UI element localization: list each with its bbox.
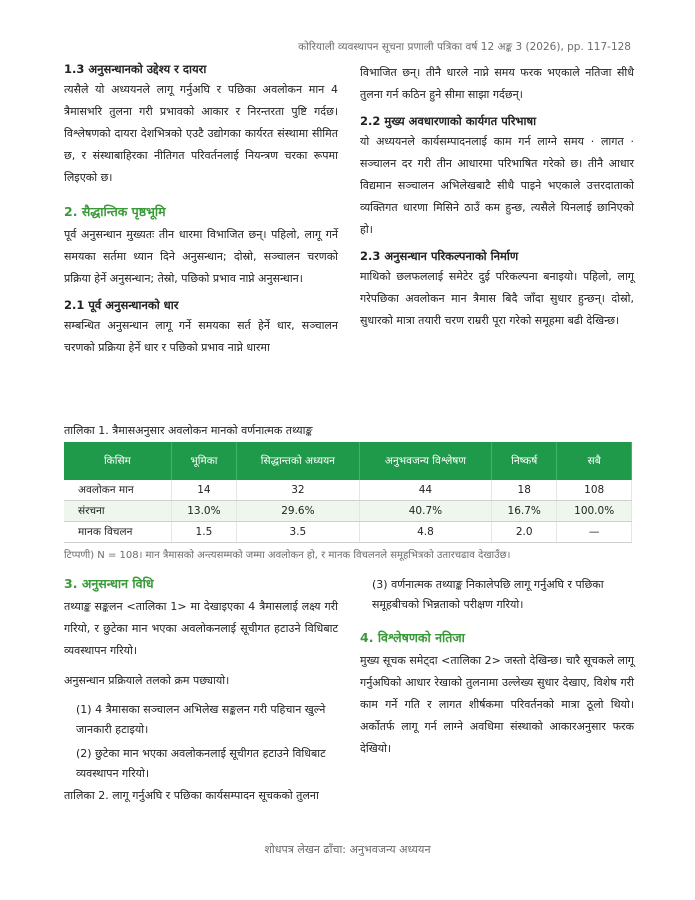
table-cell: — bbox=[557, 522, 632, 543]
right-column-top bbox=[360, 62, 634, 340]
procedure-list bbox=[64, 700, 338, 784]
table-cell: 16.7% bbox=[492, 501, 557, 522]
section-3-heading bbox=[64, 575, 338, 592]
table-cell: 13.0% bbox=[171, 501, 236, 522]
col-header: भूमिका bbox=[171, 442, 236, 480]
list-item: (3) वर्णनात्मक तथ्याङ्क निकालेपछि लागू गर्नुअघि र पछिका समूहबीचको भिन्नताको परीक्षण गरियो। bbox=[372, 578, 604, 611]
table-cell: 40.7% bbox=[359, 501, 491, 522]
left-column-bottom bbox=[64, 575, 338, 803]
table-row bbox=[64, 522, 632, 543]
table-header-row bbox=[64, 442, 632, 480]
table-2-caption bbox=[64, 788, 338, 803]
section-2-3-heading: 2.3 अनुसन्धान परिकल्पनाको निर्माण bbox=[360, 249, 519, 263]
section-2-1-body: सम्बन्धित अनुसन्धान लागू गर्ने समयका सर्त हेर्ने धार, सञ्चालन चरणको प्रक्रिया हेर्ने धार र पछिको प्रभाव नाप्ने धारमा bbox=[64, 319, 338, 354]
col-header: किसिम bbox=[64, 442, 171, 480]
list-item: (1) 4 त्रैमासका सञ्चालन अभिलेख सङ्कलन गरी पहिचान खुल्ने जानकारी हटाइयो। bbox=[76, 703, 326, 736]
right-column-bottom bbox=[360, 575, 634, 768]
section-4-number: 4. bbox=[360, 630, 374, 645]
table-cell: 44 bbox=[359, 480, 491, 501]
left-column-top bbox=[64, 62, 338, 367]
table-cell: 14 bbox=[171, 480, 236, 501]
table-cell: मानक विचलन bbox=[64, 522, 171, 543]
section-3-body-1: तथ्याङ्क सङ्कलन <तालिका 1> मा देखाइएका 4 त्रैमासलाई लक्ष्य गरी गरियो, र छुटेका मान भएका अवलोकनलाई सूचीगत हटाउने विधिबाट व्यवस्थापन गरियो। bbox=[64, 600, 338, 657]
section-4-title: विश्लेषणको नतिजा bbox=[377, 630, 465, 645]
table-1-caption bbox=[64, 423, 313, 438]
col-header: अनुभवजन्य विश्लेषण bbox=[359, 442, 491, 480]
table-cell: 29.6% bbox=[237, 501, 360, 522]
table-2-title: लागू गर्नुअघि र पछिका कार्यसम्पादन सूचकको तुलना bbox=[112, 789, 319, 802]
table-2-label: तालिका 2. bbox=[64, 789, 109, 802]
table-1-label: तालिका 1. bbox=[64, 424, 109, 437]
table-cell: 108 bbox=[557, 480, 632, 501]
table-cell: 4.8 bbox=[359, 522, 491, 543]
page-footer: शोधपत्र लेखन ढाँचा: अनुभवजन्य अध्ययन bbox=[264, 843, 431, 856]
section-3-body-2: अनुसन्धान प्रक्रियाले तलको क्रम पछ्यायो। bbox=[64, 674, 230, 687]
section-2-body: पूर्व अनुसन्धान मुख्यतः तीन धारमा विभाजित छन्। पहिलो, लागू गर्ने समयका सर्तमा ध्यान दिने अनुसन्धान; दोस्रो, सञ्चालन चरणको प्रक्रिया हेर्ने अनुसन्धान; तेस्रो, पछिको प्रभाव नाप्ने अनुसन्धान। bbox=[64, 228, 338, 285]
section-4-body: मुख्य सूचक समेट्दा <तालिका 2> जस्तो देखिन्छ। चारै सूचकले लागू गर्नुअघिको आधार रेखाको तुलनामा उल्लेख्य सुधार देखाए, विशेष गरी काम गर्ने गति र लागत शीर्षकमा परिवर्तनको मात्रा ठूलो थियो। अर्कोतर्फ लागू गर्न लाग्ने अवधिमा संस्थाको आकारअनुसार फरक देखियो। bbox=[360, 654, 634, 755]
table-cell: 100.0% bbox=[557, 501, 632, 522]
table-row bbox=[64, 501, 632, 522]
section-2-3-body: माथिको छलफललाई समेटेर दुई परिकल्पना बनाइयो। पहिलो, लागू गरेपछिका अवलोकन मान त्रैमास बिदै जाँदा सुधार हुन्छन्। दोस्रो, सुधारको मात्रा तयारी चरण राम्ररी पूरा गरेको समूहमा बढी देखिन्छ। bbox=[360, 270, 634, 327]
table-cell: 3.5 bbox=[237, 522, 360, 543]
section-2-2-body: यो अध्ययनले कार्यसम्पादनलाई काम गर्न लाग्ने समय · लागत · सञ्चालन दर गरी तीन आधारमा परिभाषित गरेको छ। तीनै आधार विद्यमान सञ्चालन अभिलेखबाटै सीधै पाइने भएकाले उत्तरदाताको व्यक्तिगत धारणा मिसिने ठाउँ कम हुन्छ, त्यसैले यिनलाई छानिएको हो। bbox=[360, 135, 634, 236]
table-cell: संरचना bbox=[64, 501, 171, 522]
table-1-title: त्रैमासअनुसार अवलोकन मानको वर्णनात्मक तथ्याङ्क bbox=[112, 424, 313, 437]
section-2-heading bbox=[64, 203, 338, 220]
list-item: (2) छुटेका मान भएका अवलोकनलाई सूचीगत हटाउने विधिबाट व्यवस्थापन गरियो। bbox=[76, 747, 326, 780]
section-3-title: अनुसन्धान विधि bbox=[81, 576, 154, 591]
col-header: सबै bbox=[557, 442, 632, 480]
section-3-number: 3. bbox=[64, 576, 78, 591]
table-1 bbox=[64, 442, 632, 543]
section-2-number: 2. bbox=[64, 204, 78, 219]
section-2-2-heading: 2.2 मुख्य अवधारणाको कार्यगत परिभाषा bbox=[360, 114, 537, 128]
section-1-3-heading: 1.3 अनुसन्धानको उद्देश्य र दायरा bbox=[64, 62, 207, 76]
section-2-1-heading: 2.1 पूर्व अनुसन्धानको धार bbox=[64, 298, 179, 312]
running-head: कोरियाली व्यवस्थापन सूचना प्रणाली पत्रिका वर्ष 12 अङ्क 3 (2026), pp. 117-128 bbox=[298, 41, 631, 53]
section-1-3-body: त्यसैले यो अध्ययनले लागू गर्नुअघि र पछिका अवलोकन मान 4 त्रैमासभरि तुलना गरी प्रभावको आकार र निरन्तरता पुष्टि गर्दछ। विश्लेषणको दायरा देशभित्रको एउटै उद्योगका कार्यरत संस्थामा सीमित छ, र संस्थाबाहिरका नीतिगत परिवर्तनलाई नियन्त्रण चरका रूपमा लिइएको छ। bbox=[64, 83, 338, 184]
section-2-title: सैद्धान्तिक पृष्ठभूमि bbox=[81, 204, 166, 219]
col-header: निष्कर्ष bbox=[492, 442, 557, 480]
table-cell: 18 bbox=[492, 480, 557, 501]
table-cell: 1.5 bbox=[171, 522, 236, 543]
table-cell: अवलोकन मान bbox=[64, 480, 171, 501]
section-4-heading bbox=[360, 629, 634, 646]
col-header: सिद्धान्तको अध्ययन bbox=[237, 442, 360, 480]
table-1-note: टिप्पणी) N = 108। मान त्रैमासको अन्त्यसम्मको जम्मा अवलोकन हो, र मानक विचलनले समूहभित्रको उतारचढाव देखाउँछ। bbox=[64, 550, 511, 561]
section-2-1-continued: विभाजित छन्। तीनै धारले नाप्ने समय फरक भएकाले नतिजा सीधै तुलना गर्न कठिन हुने सीमा साझा गर्दछन्। bbox=[360, 66, 634, 101]
table-cell: 2.0 bbox=[492, 522, 557, 543]
table-cell: 32 bbox=[237, 480, 360, 501]
table-row bbox=[64, 480, 632, 501]
procedure-list-continued bbox=[360, 575, 634, 615]
